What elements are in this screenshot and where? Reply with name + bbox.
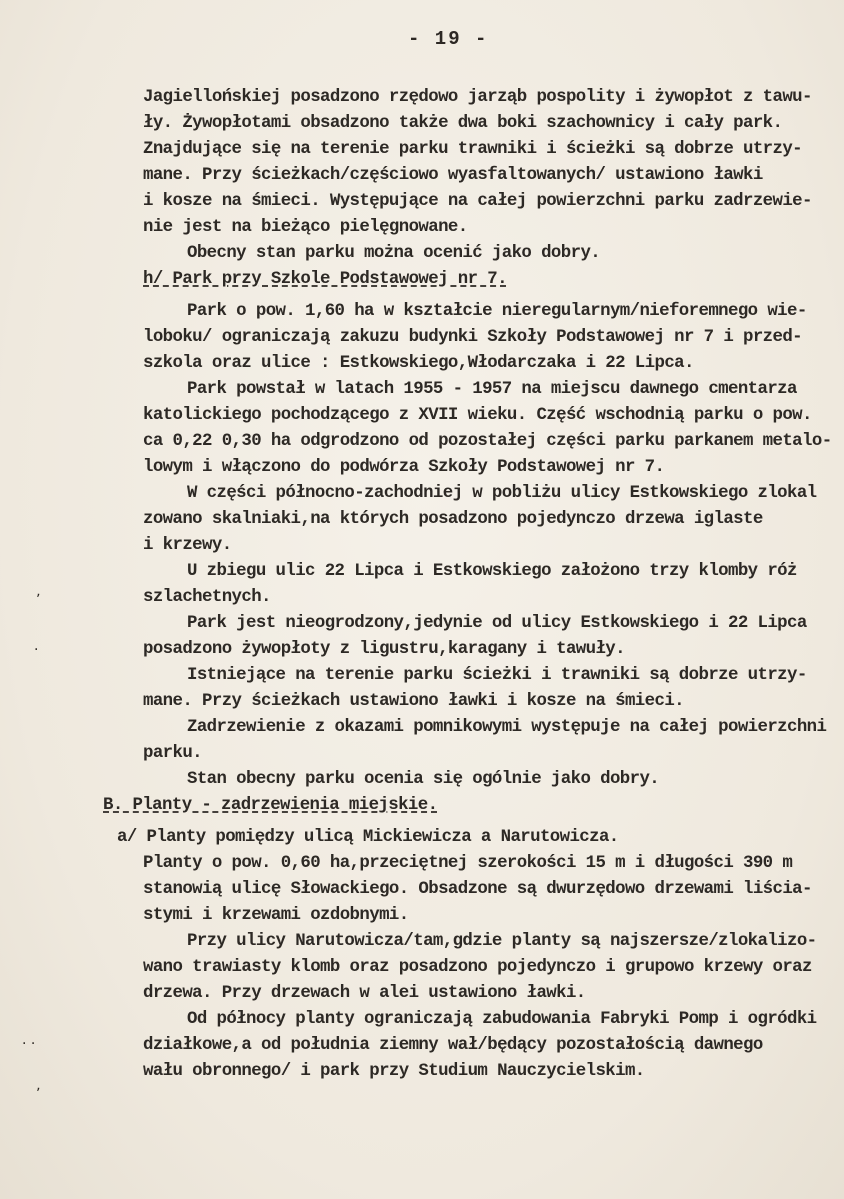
- text-line: Jagiellońskiej posadzono rzędowo jarząb pospolity i żywopłot z tawu-: [143, 88, 812, 107]
- text-line: Stan obecny parku ocenia się ogólnie jako dobry.: [187, 770, 660, 789]
- page-number: - 19 -: [408, 28, 489, 50]
- text-line: Istniejące na terenie parku ścieżki i trawniki są dobrze utrzy-: [187, 666, 807, 685]
- section-heading: h/ Park przy Szkole Podstawowej nr 7.: [143, 270, 507, 289]
- text-line: stymi i krzewami ozdobnymi.: [143, 906, 409, 925]
- text-line: W części północno-zachodniej w pobliżu ulicy Estkowskiego zlokal: [187, 484, 817, 503]
- text-line: mane. Przy ścieżkach ustawiono ławki i kosze na śmieci.: [143, 692, 684, 711]
- text-line: U zbiegu ulic 22 Lipca i Estkowskiego założono trzy klomby róż: [187, 562, 797, 581]
- section-heading: B. Planty - zadrzewienia miejskie.: [103, 796, 438, 815]
- text-line: Obecny stan parku można ocenić jako dobry.: [187, 244, 601, 263]
- text-line: i krzewy.: [143, 536, 232, 555]
- text-line: wału obronnego/ i park przy Studium Nauczycielskim.: [143, 1062, 645, 1081]
- text-line: ca 0,22 0,30 ha odgrodzono od pozostałej części parku parkanem metalo-: [143, 432, 832, 451]
- text-line: szlachetnych.: [143, 588, 271, 607]
- text-line: działkowe,a od południa ziemny wał/będący pozostałością dawnego: [143, 1036, 763, 1055]
- margin-mark: ʼ: [36, 1086, 41, 1102]
- text-line: Park jest nieogrodzony,jedynie od ulicy Estkowskiego i 22 Lipca: [187, 614, 807, 633]
- text-line: Zadrzewienie z okazami pomnikowymi występuje na całej powierzchni: [187, 718, 827, 737]
- text-line: Przy ulicy Narutowicza/tam,gdzie planty są najszersze/zlokalizo-: [187, 932, 817, 951]
- margin-mark: · ·: [22, 1036, 36, 1052]
- text-line: szkola oraz ulice : Estkowskiego,Włodarczaka i 22 Lipca.: [143, 354, 694, 373]
- text-line: mane. Przy ścieżkach/częściowo wyasfaltowanych/ ustawiono ławki: [143, 166, 763, 185]
- text-line: katolickiego pochodzącego z XVII wieku. Część wschodnią parku o pow.: [143, 406, 812, 425]
- text-line: Park powstał w latach 1955 - 1957 na miejscu dawnego cmentarza: [187, 380, 797, 399]
- text-line: drzewa. Przy drzewach w alei ustawiono ławki.: [143, 984, 586, 1003]
- text-line: Znajdujące się na terenie parku trawniki i ścieżki są dobrze utrzy-: [143, 140, 803, 159]
- text-line: Park o pow. 1,60 ha w kształcie nieregularnym/nieforemnego wie-: [187, 302, 807, 321]
- text-line: wano trawiasty klomb oraz posadzono pojedynczo i grupowo krzewy oraz: [143, 958, 812, 977]
- text-line: lowym i włączono do podwórza Szkoły Podstawowej nr 7.: [143, 458, 665, 477]
- text-line: stanowią ulicę Słowackiego. Obsadzone są dwurzędowo drzewami liścia-: [143, 880, 812, 899]
- margin-mark: ʼ: [36, 592, 41, 608]
- margin-mark: ·: [34, 642, 39, 658]
- text-line: Planty o pow. 0,60 ha,przeciętnej szerokości 15 m i długości 390 m: [143, 854, 793, 873]
- text-line: zowano skalniaki,na których posadzono pojedynczo drzewa iglaste: [143, 510, 763, 529]
- text-line: nie jest na bieżąco pielęgnowane.: [143, 218, 468, 237]
- subsection-heading: a/ Planty pomiędzy ulicą Mickiewicza a Narutowicza.: [117, 828, 619, 847]
- text-line: Od północy planty ograniczają zabudowania Fabryki Pomp i ogródki: [187, 1010, 817, 1029]
- text-line: posadzono żywopłoty z ligustru,karagany i tawuły.: [143, 640, 625, 659]
- text-line: parku.: [143, 744, 203, 763]
- text-line: loboku/ ograniczają zakuzu budynki Szkoły Podstawowej nr 7 i przed-: [143, 328, 803, 347]
- text-line: i kosze na śmieci. Występujące na całej powierzchni parku zadrzewie-: [143, 192, 812, 211]
- text-line: ły. Żywopłotami obsadzono także dwa boki szachownicy i cały park.: [143, 114, 783, 133]
